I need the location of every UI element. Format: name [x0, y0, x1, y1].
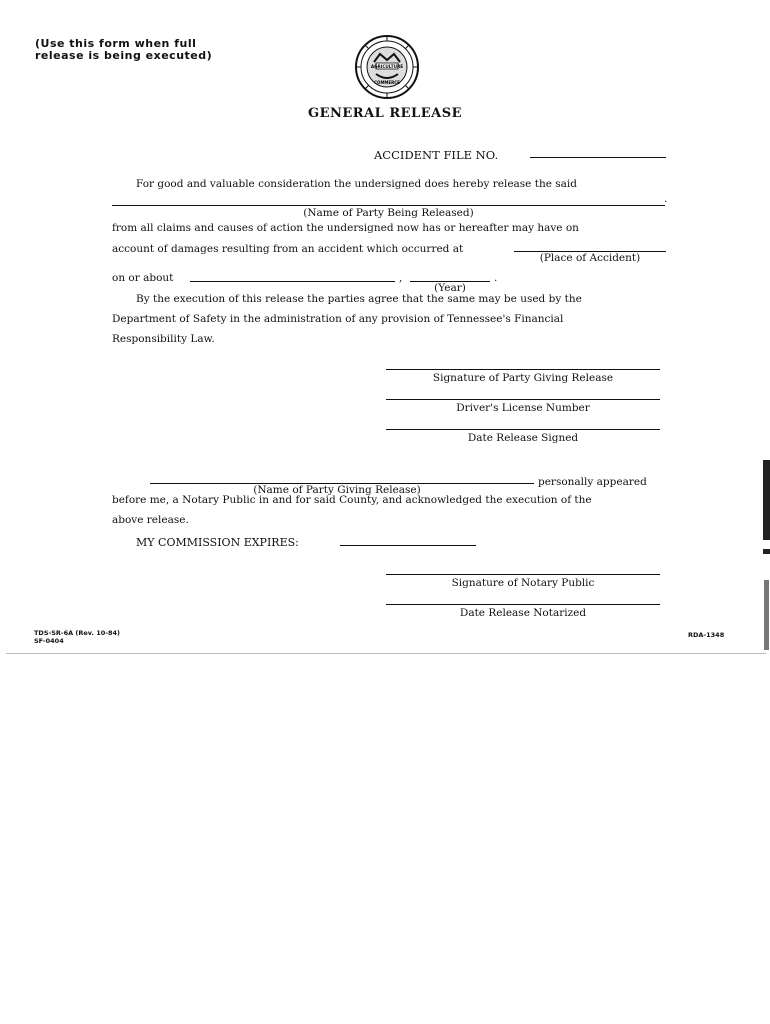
form-number [34, 629, 120, 645]
date-notarized-caption: Date Release Notarized [459, 607, 587, 619]
seal-text-top: AGRICULTURE [370, 64, 404, 69]
license-number-field[interactable] [386, 399, 660, 400]
signature-party-field[interactable] [386, 369, 660, 370]
period-mark-2: . [494, 272, 498, 284]
signature-notary-caption: Signature of Notary Public [451, 577, 595, 589]
on-or-about-label: on or about [112, 272, 174, 284]
date-field[interactable] [190, 281, 395, 282]
accident-file-label: ACCIDENT FILE NO. [374, 148, 499, 162]
place-caption: (Place of Accident) [539, 252, 641, 264]
name-giving-caption: (Name of Party Giving Release) [253, 484, 421, 496]
year-caption: (Year) [434, 282, 466, 294]
date-signed-field[interactable] [386, 429, 660, 430]
page-title: GENERAL RELEASE [307, 106, 462, 121]
release-paragraph-5: Department of Safety in the administration of any provision of Tennessee's Financial [112, 313, 564, 325]
period-mark: . [664, 193, 668, 205]
name-released-caption: (Name of Party Being Released) [303, 207, 474, 219]
state-seal-icon [354, 34, 420, 100]
release-paragraph-4: By the execution of this release the parties agree that the same may be used by the [136, 293, 582, 305]
notary-paragraph-1: before me, a Notary Public in and for said County, and acknowledged the execution of the [112, 494, 592, 506]
name-released-field[interactable] [112, 205, 665, 206]
scan-edge-mark [763, 460, 770, 540]
form-instruction [35, 38, 212, 62]
instruction-line-2: release is being executed) [35, 49, 213, 62]
license-number-caption: Driver's License Number [456, 402, 590, 414]
instruction-line-1: (Use this form when full [35, 37, 197, 50]
comma-mark: , [399, 272, 403, 284]
date-signed-caption: Date Release Signed [467, 432, 579, 444]
release-paragraph-2: from all claims and causes of action the undersigned now has or hereafter may have on [112, 222, 579, 234]
form-number-line-1: TDS-SR-6A (Rev. 10-84) [34, 629, 120, 637]
release-paragraph-6: Responsibility Law. [112, 333, 215, 345]
scan-edge-mark [763, 549, 770, 554]
date-notarized-field[interactable] [386, 604, 660, 605]
commission-label: MY COMMISSION EXPIRES: [136, 536, 299, 549]
form-number-line-2: SF-0404 [34, 637, 64, 645]
accident-file-field[interactable] [530, 157, 666, 158]
commission-expires-field[interactable] [340, 545, 476, 546]
page-bottom-divider [6, 653, 766, 654]
signature-party-caption: Signature of Party Giving Release [432, 372, 614, 384]
release-paragraph-1: For good and valuable consideration the undersigned does hereby release the said [136, 178, 577, 190]
seal-text-bottom: COMMERCE [374, 80, 400, 85]
notary-paragraph-2: above release. [112, 514, 189, 526]
personally-appeared-label: personally appeared [538, 476, 647, 488]
signature-notary-field[interactable] [386, 574, 660, 575]
rda-number: RDA-1348 [688, 631, 725, 639]
scan-edge-mark [764, 580, 769, 650]
release-paragraph-3: account of damages resulting from an accident which occurred at [112, 243, 464, 255]
